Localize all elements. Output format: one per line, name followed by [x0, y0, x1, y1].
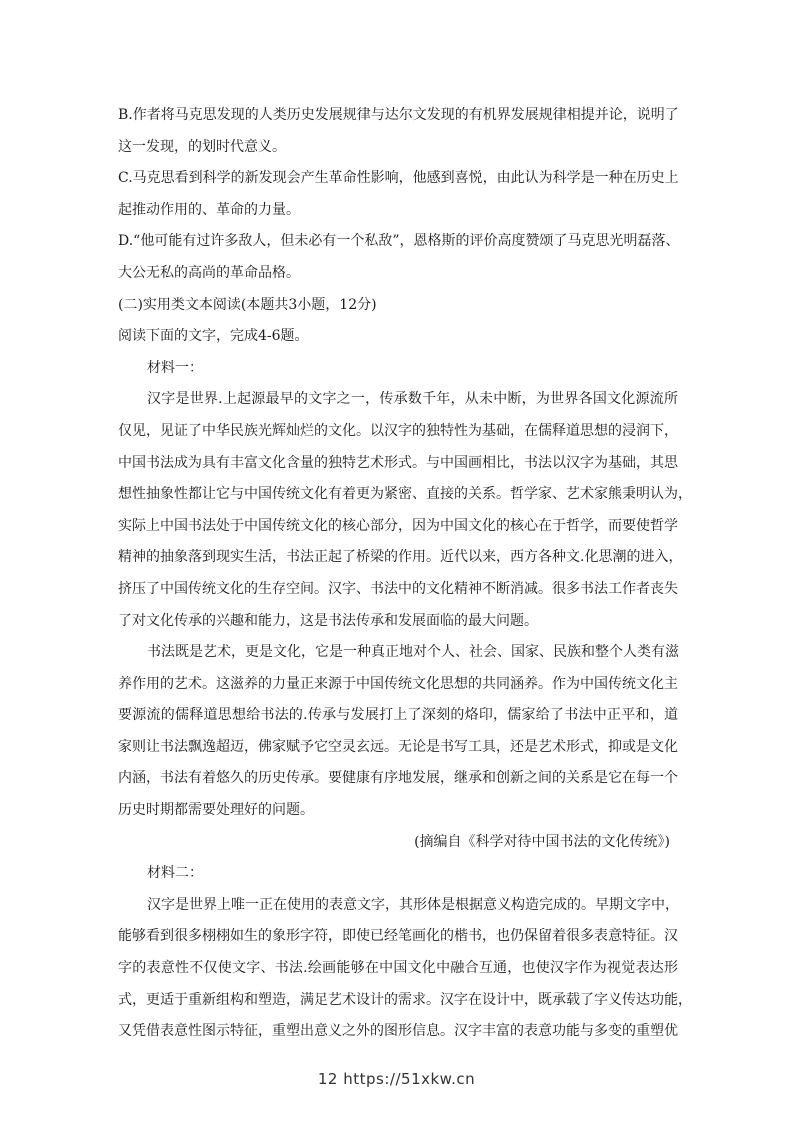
material-one-label: 材料一：: [147, 359, 203, 376]
paragraph-line: 挤压了中国传统文化的生存空间。汉字、书法中的文化精神不断消减。很多书法工作者丧失: [118, 580, 678, 597]
option-d: [118, 226, 678, 289]
instruction: 阅读下面的文字，完成4-6题。: [118, 328, 309, 345]
paragraph-line: 汉字是世界.上起源最早的文字之一，传承数千年，从未中断，为世界各国文化源流所: [147, 391, 678, 408]
paragraph-line: 汉字是世界上唯一正在使用的表意文字，其形体是根据意义构造完成的。早期文字中，: [147, 896, 679, 913]
paragraph-line: 中国书法成为具有丰富文化含量的独特艺术形式。与中国画相比，书法以汉字为基础，其思: [118, 454, 678, 471]
paragraph-line: 内涵，书法有着悠久的历史传承。要健康有序地发展，继承和创新之间的关系是它在每一个: [118, 770, 678, 787]
paragraph-line: 又凭借表意性图示特征，重塑出意义之外的图形信息。汉字丰富的表意功能与多变的重塑优: [118, 1023, 678, 1040]
material-one-source: (摘编自《科学对待中国书法的文化传统》): [414, 833, 670, 850]
material-one-paragraph-2: [118, 637, 678, 827]
paragraph-line: 字的表意性不仅使文字、书法.绘画能够在中国文化中融合互通，也使汉字作为视觉表达形: [118, 960, 678, 977]
page-number: 12: [317, 1070, 338, 1088]
material-one-paragraph-1: [118, 384, 692, 637]
material-two-paragraph-1: [118, 890, 692, 1048]
paragraph-line: 式，更适于重新组构和塑造，满足艺术设计的需求。汉字在设计中，既承载了字义传达功能，: [118, 991, 692, 1008]
option-b-line-1: B.作者将马克思发现的人类历史发展规律与达尔文发现的有机界发展规律相提并论，说明了: [118, 107, 679, 123]
section-title: (二)实用类文本阅读(本题共3小题，12分): [118, 296, 377, 313]
paragraph-line: 实际上中国书法处于中国传统文化的核心部分，因为中国文化的核心在于哲学，而要使哲学: [118, 517, 678, 534]
paragraph-line: 仅见，见证了中华民族光辉灿烂的文化。以汉字的独特性为基础，在儒释道思想的浸润下，: [118, 422, 678, 439]
option-b-line-2: 这一发现，的划时代意义。: [118, 138, 286, 155]
option-c-line-2: 起推动作用的、革命的力量。: [118, 201, 300, 218]
paragraph-line: 家则让书法飘逸超迈，佛家赋予它空灵玄远。无论是书写工具，还是艺术形式，抑或是文化: [118, 738, 678, 755]
option-d-line-1: D.“他可能有过许多敌人，但未必有一个私敌”，恩格斯的评价高度赞颂了马克思光明磊落、: [118, 233, 680, 250]
option-c-line-1: C.马克思看到科学的新发现会产生革命性影响，他感到喜悦，由此认为科学是一种在历史上: [118, 170, 679, 187]
material-two-label: 材料二：: [147, 865, 203, 882]
page-footer: [0, 1070, 793, 1088]
paragraph-line: 精神的抽象落到现实生活，书法正起了桥梁的作用。近代以来，西方各种文.化思潮的进入，: [118, 549, 683, 566]
paragraph-line: 想性抽象性都让它与中国传统文化有着更为紧密、直接的关系。哲学家、艺术家熊秉明认为，: [118, 486, 692, 503]
paragraph-line: 书法既是艺术，更是文化，它是一种真正地对个人、社会、国家、民族和整个人类有滋: [147, 644, 679, 661]
paragraph-line: 养作用的艺术。这滋养的力量正来源于中国传统文化思想的共同涵养。作为中国传统文化主: [118, 675, 678, 692]
option-b: [118, 100, 678, 163]
paragraph-line: 历史时期都需要处理好的问题。: [118, 802, 314, 819]
paragraph-line: 能够看到很多栩栩如生的象形字符，即使已经笔画化的楷书，也仍保留着很多表意特征。汉: [118, 928, 678, 945]
paragraph-line: 了对文化传承的兴趣和能力，这是书法传承和发展面临的最大问题。: [118, 612, 538, 629]
footer-site-link[interactable]: https://51xkw.cn: [343, 1070, 476, 1088]
option-d-line-2: 大公无私的高尚的革命品格。: [118, 264, 300, 281]
option-c: [118, 163, 678, 226]
paragraph-line: 要源流的儒释道思想给书法的.传承与发展打上了深刻的烙印，儒家给了书法中正平和，道: [118, 707, 678, 724]
document-body: [118, 100, 692, 1048]
